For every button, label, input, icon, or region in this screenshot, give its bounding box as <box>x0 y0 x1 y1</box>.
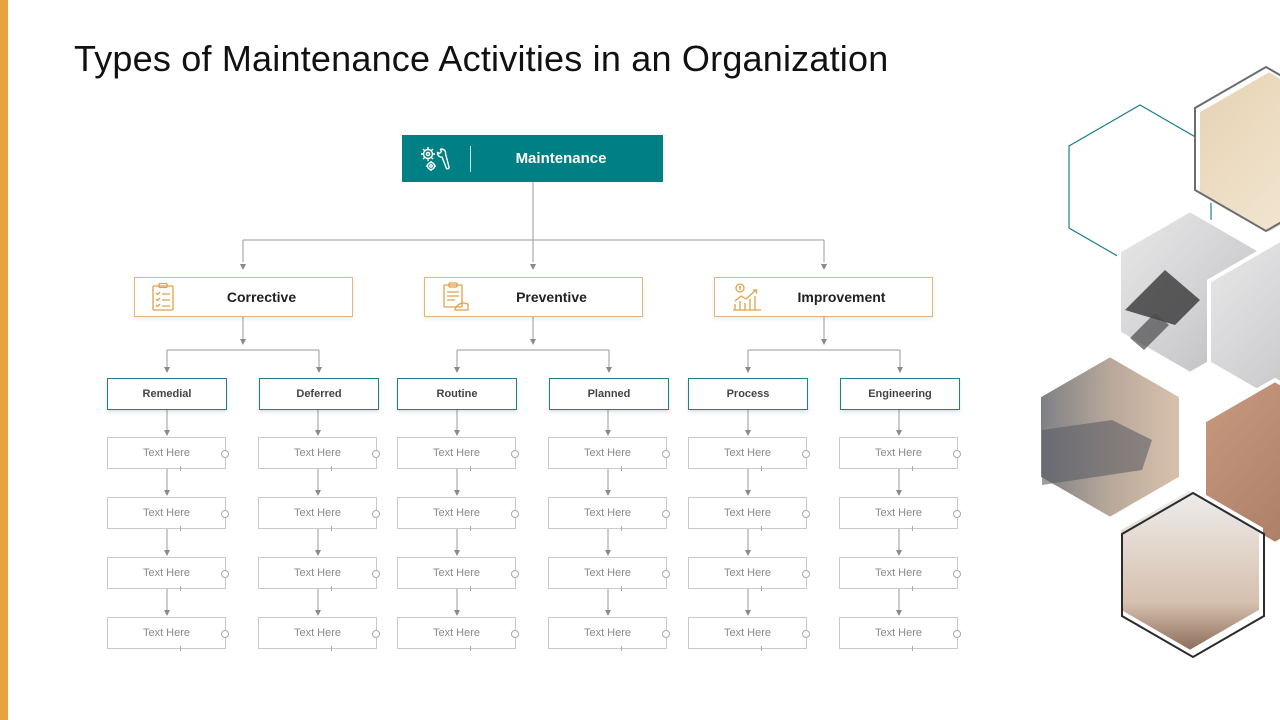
connector-arrow <box>896 550 902 556</box>
category-improvement <box>714 277 933 317</box>
subcategory-planned: Planned <box>549 378 669 410</box>
text-box-deferred-1 <box>258 437 377 469</box>
text-box-label: Text Here <box>432 567 481 579</box>
connector-dot <box>511 630 519 638</box>
subcategory-engineering: Engineering <box>840 378 960 410</box>
text-box-label: Text Here <box>142 627 191 639</box>
text-box-label: Text Here <box>293 507 342 519</box>
text-box-label: Text Here <box>583 567 632 579</box>
connector-dot <box>372 630 380 638</box>
hexagon-photo-collage <box>1030 60 1280 670</box>
connector-dot <box>802 450 810 458</box>
connector-dot <box>372 510 380 518</box>
subcategory-deferred: Deferred <box>259 378 379 410</box>
text-box-engineering-1 <box>839 437 958 469</box>
tick-mark <box>470 526 471 531</box>
tick-mark <box>180 466 181 471</box>
subcategory-process: Process <box>688 378 808 410</box>
category-corrective <box>134 277 353 317</box>
text-box-remedial-4 <box>107 617 226 649</box>
text-box-label: Text Here <box>142 507 191 519</box>
text-box-planned-2 <box>548 497 667 529</box>
connector-arrow <box>454 550 460 556</box>
connector-arrow <box>605 490 611 496</box>
text-box-routine-3 <box>397 557 516 589</box>
tick-mark <box>331 646 332 651</box>
text-box-engineering-2 <box>839 497 958 529</box>
text-box-label: Text Here <box>583 507 632 519</box>
connector-dot <box>662 570 670 578</box>
connector-dot <box>662 630 670 638</box>
tick-mark <box>912 466 913 471</box>
clipboard-checklist-icon <box>151 282 191 312</box>
connector-arrow <box>896 490 902 496</box>
gears-wrench-icon <box>420 145 468 173</box>
tick-mark <box>180 526 181 531</box>
text-box-label: Text Here <box>432 507 481 519</box>
tick-mark <box>470 646 471 651</box>
text-box-label: Text Here <box>874 507 923 519</box>
tick-mark <box>470 586 471 591</box>
text-box-label: Text Here <box>142 447 191 459</box>
text-box-label: Text Here <box>583 627 632 639</box>
text-box-remedial-2 <box>107 497 226 529</box>
connector-arrow <box>454 430 460 436</box>
tick-mark <box>621 646 622 651</box>
text-box-deferred-4 <box>258 617 377 649</box>
text-box-label: Text Here <box>874 627 923 639</box>
connector-dot <box>221 630 229 638</box>
tick-mark <box>761 466 762 471</box>
text-box-label: Text Here <box>723 447 772 459</box>
text-box-label: Text Here <box>583 447 632 459</box>
text-box-deferred-2 <box>258 497 377 529</box>
connector-arrow <box>164 490 170 496</box>
text-box-planned-1 <box>548 437 667 469</box>
text-box-label: Text Here <box>723 627 772 639</box>
tick-mark <box>621 586 622 591</box>
connector-arrow <box>315 430 321 436</box>
connector-arrow <box>896 610 902 616</box>
tick-mark <box>621 466 622 471</box>
subcategory-remedial: Remedial <box>107 378 227 410</box>
tick-mark <box>761 586 762 591</box>
connector-arrow <box>315 490 321 496</box>
connector-dot <box>802 510 810 518</box>
tick-mark <box>621 526 622 531</box>
page-title: Types of Maintenance Activities in an Organization <box>74 38 889 79</box>
connector-dot <box>953 570 961 578</box>
connector-dot <box>221 510 229 518</box>
connector-dot <box>511 570 519 578</box>
subcategory-routine: Routine <box>397 378 517 410</box>
tick-mark <box>761 646 762 651</box>
connector-dot <box>511 450 519 458</box>
connector-dot <box>372 450 380 458</box>
text-box-label: Text Here <box>723 567 772 579</box>
connector-arrow <box>164 550 170 556</box>
text-box-label: Text Here <box>432 627 481 639</box>
connector-arrow <box>745 430 751 436</box>
connector-arrow <box>745 490 751 496</box>
tick-mark <box>331 466 332 471</box>
tick-mark <box>470 466 471 471</box>
growth-chart-icon <box>731 282 771 312</box>
connector-arrow <box>454 490 460 496</box>
connector-arrow <box>605 610 611 616</box>
text-box-label: Text Here <box>293 567 342 579</box>
connector-arrow <box>164 430 170 436</box>
tick-mark <box>912 646 913 651</box>
connector-arrow <box>896 430 902 436</box>
tick-mark <box>761 526 762 531</box>
category-connectors <box>164 317 903 373</box>
root-node-maintenance <box>402 135 663 182</box>
tick-mark <box>912 526 913 531</box>
text-box-label: Text Here <box>142 567 191 579</box>
text-box-label: Text Here <box>293 627 342 639</box>
text-box-deferred-3 <box>258 557 377 589</box>
text-box-remedial-1 <box>107 437 226 469</box>
connector-dot <box>511 510 519 518</box>
root-connectors <box>240 182 827 270</box>
tick-mark <box>180 586 181 591</box>
text-box-planned-4 <box>548 617 667 649</box>
connector-arrow <box>454 610 460 616</box>
document-hand-icon <box>441 282 481 312</box>
category-label: Preventive <box>516 289 587 305</box>
tick-mark <box>331 526 332 531</box>
category-label: Improvement <box>797 289 886 305</box>
connector-arrow <box>745 550 751 556</box>
connector-dot <box>953 450 961 458</box>
connector-dot <box>221 570 229 578</box>
connector-dot <box>221 450 229 458</box>
category-preventive <box>424 277 643 317</box>
text-box-label: Text Here <box>874 447 923 459</box>
connector-arrow <box>164 610 170 616</box>
connector-arrow <box>315 610 321 616</box>
connector-dot <box>662 510 670 518</box>
connector-arrow <box>605 550 611 556</box>
text-box-process-2 <box>688 497 807 529</box>
text-box-label: Text Here <box>293 447 342 459</box>
text-box-remedial-3 <box>107 557 226 589</box>
text-box-process-3 <box>688 557 807 589</box>
tick-mark <box>180 646 181 651</box>
connector-dot <box>372 570 380 578</box>
connector-dot <box>953 630 961 638</box>
connector-dot <box>953 510 961 518</box>
connector-arrow <box>315 550 321 556</box>
text-box-planned-3 <box>548 557 667 589</box>
text-box-process-4 <box>688 617 807 649</box>
text-box-label: Text Here <box>723 507 772 519</box>
connector-dot <box>802 570 810 578</box>
category-label: Corrective <box>226 289 297 305</box>
connector-dot <box>662 450 670 458</box>
divider <box>470 146 471 172</box>
text-box-routine-4 <box>397 617 516 649</box>
connector-dot <box>802 630 810 638</box>
connector-arrow <box>605 430 611 436</box>
text-box-routine-1 <box>397 437 516 469</box>
text-box-engineering-4 <box>839 617 958 649</box>
connector-arrow <box>745 610 751 616</box>
text-box-routine-2 <box>397 497 516 529</box>
tick-mark <box>912 586 913 591</box>
tick-mark <box>331 586 332 591</box>
root-label: Maintenance <box>515 150 607 167</box>
text-box-process-1 <box>688 437 807 469</box>
text-box-engineering-3 <box>839 557 958 589</box>
text-box-label: Text Here <box>874 567 923 579</box>
text-box-label: Text Here <box>432 447 481 459</box>
